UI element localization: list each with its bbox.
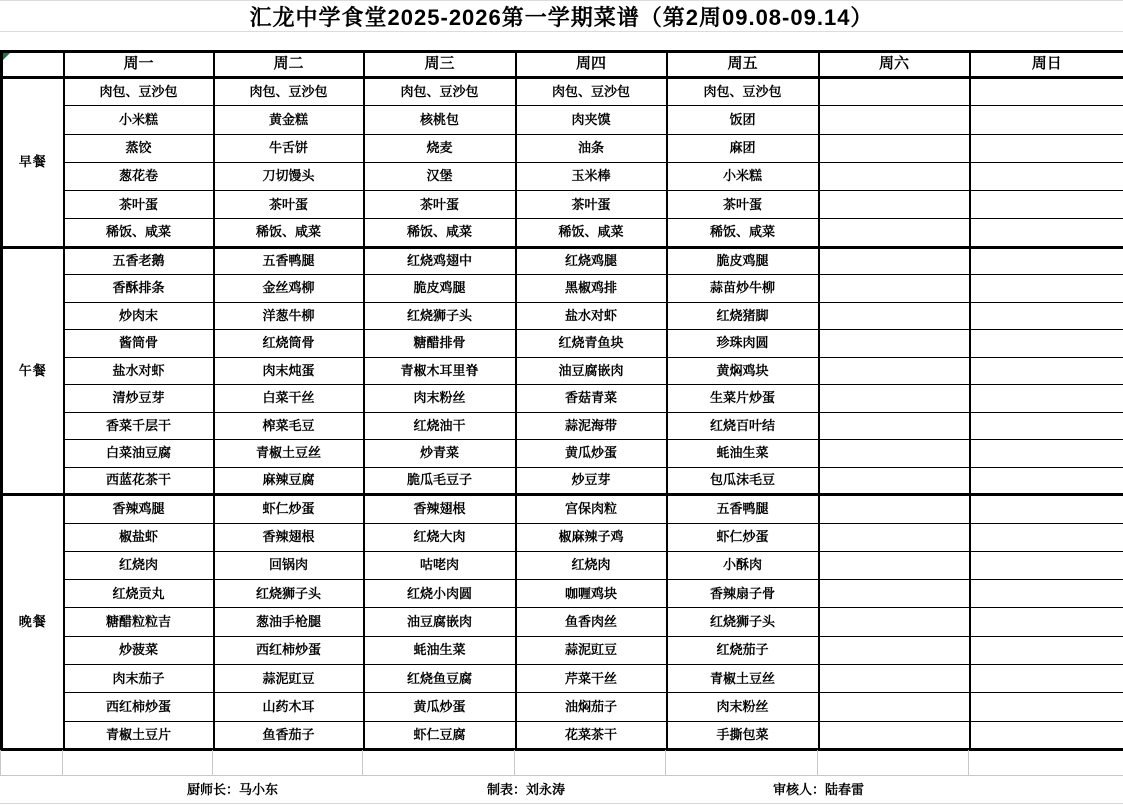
meal-label-lunch: 午餐 [2, 247, 64, 495]
dish-cell [970, 412, 1123, 440]
day-header-thu: 周四 [516, 52, 667, 78]
dish-cell: 稀饭、咸菜 [667, 219, 819, 247]
breakfast-row [2, 78, 1123, 106]
breakfast-row [2, 134, 1123, 162]
dish-cell [819, 693, 970, 721]
dish-cell: 炒豆芽 [516, 467, 667, 495]
dish-cell: 红烧贡丸 [64, 580, 214, 608]
empty-cell [515, 750, 666, 776]
dish-cell [819, 247, 970, 275]
dish-cell: 咕咾肉 [364, 551, 516, 579]
empty-cell [63, 750, 213, 776]
footer-chef: 厨师长：马小东 [187, 782, 279, 797]
dish-cell: 茶叶蛋 [214, 191, 364, 219]
dish-cell: 香菇青菜 [516, 385, 667, 413]
dish-cell: 茶叶蛋 [64, 191, 214, 219]
dish-cell: 包瓜沫毛豆 [667, 467, 819, 495]
empty-cell [666, 750, 818, 776]
dish-cell: 五香鸭腿 [667, 495, 819, 523]
dish-cell: 茶叶蛋 [516, 191, 667, 219]
dish-cell: 蒜泥豇豆 [214, 665, 364, 693]
lunch-row [2, 357, 1123, 385]
day-header-sun: 周日 [970, 52, 1123, 78]
dish-cell: 虾仁炒蛋 [214, 495, 364, 523]
dish-cell: 炒肉末 [64, 302, 214, 330]
dinner-row [2, 495, 1123, 523]
dish-cell: 蚝油生菜 [364, 636, 516, 664]
dish-cell [970, 467, 1123, 495]
dish-cell: 清炒豆芽 [64, 385, 214, 413]
meal-label-dinner: 晚餐 [2, 495, 64, 750]
dinner-row [2, 636, 1123, 664]
footer-row [0, 777, 1123, 803]
empty-grid-cells [1, 750, 1123, 776]
dish-cell: 油豆腐嵌肉 [516, 357, 667, 385]
dish-cell: 肉末粉丝 [667, 693, 819, 721]
dish-cell: 青椒土豆丝 [214, 440, 364, 468]
bottom-divider [0, 803, 1123, 804]
dish-cell: 香辣鸡腿 [64, 495, 214, 523]
lunch-row [2, 302, 1123, 330]
dish-cell: 红烧鸡翅中 [364, 247, 516, 275]
dish-cell: 酱筒骨 [64, 330, 214, 358]
dish-cell [970, 302, 1123, 330]
dish-cell: 香菜千层干 [64, 412, 214, 440]
lunch-row [2, 385, 1123, 413]
dish-cell [970, 134, 1123, 162]
dish-cell: 肉包、豆沙包 [364, 78, 516, 106]
lunch-row [2, 330, 1123, 358]
dish-cell: 脆瓜毛豆子 [364, 467, 516, 495]
dish-cell: 红烧油干 [364, 412, 516, 440]
lunch-row [2, 412, 1123, 440]
dish-cell [970, 162, 1123, 190]
dish-cell [819, 219, 970, 247]
dish-cell: 油条 [516, 134, 667, 162]
dish-cell [819, 134, 970, 162]
dish-cell: 青椒土豆丝 [667, 665, 819, 693]
dish-cell: 小米糕 [64, 106, 214, 134]
dinner-row [2, 665, 1123, 693]
footer-reviewer: 审核人：陆春雷 [773, 782, 865, 797]
dish-cell: 葱油手枪腿 [214, 608, 364, 636]
dish-cell [970, 275, 1123, 303]
dish-cell: 虾仁豆腐 [364, 721, 516, 749]
dish-cell: 炒菠菜 [64, 636, 214, 664]
empty-cell [818, 750, 969, 776]
dish-cell: 手撕包菜 [667, 721, 819, 749]
dish-cell [819, 580, 970, 608]
meal-label-breakfast: 早餐 [2, 78, 64, 248]
dish-cell [970, 385, 1123, 413]
page-title: 汇龙中学食堂2025-2026第一学期菜谱（第2周09.08-09.14） [0, 1, 1123, 32]
dish-cell: 白菜干丝 [214, 385, 364, 413]
dish-cell: 红烧小肉圆 [364, 580, 516, 608]
dish-cell [819, 665, 970, 693]
day-header-mon: 周一 [64, 52, 214, 78]
dish-cell: 红烧大肉 [364, 523, 516, 551]
dish-cell [819, 467, 970, 495]
dish-cell [819, 302, 970, 330]
dish-cell: 盐水对虾 [64, 357, 214, 385]
dish-cell [819, 495, 970, 523]
dish-cell: 汉堡 [364, 162, 516, 190]
dish-cell: 盐水对虾 [516, 302, 667, 330]
dish-cell: 香酥排条 [64, 275, 214, 303]
dish-cell [819, 162, 970, 190]
dish-cell [970, 665, 1123, 693]
dish-cell: 蚝油生菜 [667, 440, 819, 468]
dish-cell [970, 330, 1123, 358]
empty-cell [213, 750, 363, 776]
dish-cell: 刀切馒头 [214, 162, 364, 190]
dish-cell [819, 608, 970, 636]
dish-cell: 黄焖鸡块 [667, 357, 819, 385]
dish-cell [970, 551, 1123, 579]
dish-cell: 红烧百叶结 [667, 412, 819, 440]
dish-cell: 肉包、豆沙包 [516, 78, 667, 106]
dish-cell: 烧麦 [364, 134, 516, 162]
dish-cell: 红烧狮子头 [214, 580, 364, 608]
dish-cell: 玉米棒 [516, 162, 667, 190]
dish-cell: 蒜苗炒牛柳 [667, 275, 819, 303]
dish-cell [819, 636, 970, 664]
dish-cell: 白菜油豆腐 [64, 440, 214, 468]
dish-cell: 黄瓜炒蛋 [516, 440, 667, 468]
dish-cell: 青椒木耳里脊 [364, 357, 516, 385]
dish-cell [819, 551, 970, 579]
dish-cell: 红烧筒骨 [214, 330, 364, 358]
dish-cell: 稀饭、咸菜 [516, 219, 667, 247]
dish-cell: 西蓝花茶干 [64, 467, 214, 495]
dish-cell: 炒青菜 [364, 440, 516, 468]
dish-cell: 稀饭、咸菜 [64, 219, 214, 247]
empty-grid-row [0, 750, 1123, 776]
dish-cell: 饭团 [667, 106, 819, 134]
dish-cell [970, 636, 1123, 664]
footer-preparer: 制表：刘永涛 [487, 782, 566, 797]
dish-cell: 茶叶蛋 [364, 191, 516, 219]
dish-cell: 蒜泥豇豆 [516, 636, 667, 664]
dish-cell: 红烧狮子头 [364, 302, 516, 330]
dish-cell: 香辣扇子骨 [667, 580, 819, 608]
dish-cell [819, 357, 970, 385]
dish-cell: 香辣翅根 [214, 523, 364, 551]
dish-cell: 肉末茄子 [64, 665, 214, 693]
dish-cell [970, 495, 1123, 523]
empty-cell [1, 750, 63, 776]
dish-cell: 红烧鸡腿 [516, 247, 667, 275]
menu-table-body [2, 78, 1123, 750]
dish-cell [819, 330, 970, 358]
dish-cell: 西红柿炒蛋 [64, 693, 214, 721]
dinner-row [2, 551, 1123, 579]
dish-cell: 麻辣豆腐 [214, 467, 364, 495]
dish-cell: 香辣翅根 [364, 495, 516, 523]
dish-cell [819, 78, 970, 106]
dish-cell: 葱花卷 [64, 162, 214, 190]
dish-cell [819, 412, 970, 440]
dish-cell: 茶叶蛋 [667, 191, 819, 219]
dish-cell: 核桃包 [364, 106, 516, 134]
cell-flag-triangle-icon [3, 53, 10, 60]
dish-cell [970, 721, 1123, 749]
day-header-row [2, 52, 1123, 78]
dish-cell: 油豆腐嵌肉 [364, 608, 516, 636]
dinner-row [2, 580, 1123, 608]
dish-cell [819, 721, 970, 749]
dish-cell: 红烧茄子 [667, 636, 819, 664]
dish-cell [970, 78, 1123, 106]
breakfast-row [2, 106, 1123, 134]
dish-cell: 五香鸭腿 [214, 247, 364, 275]
dish-cell: 小酥肉 [667, 551, 819, 579]
dish-cell: 生菜片炒蛋 [667, 385, 819, 413]
dish-cell: 花菜茶干 [516, 721, 667, 749]
dinner-row [2, 608, 1123, 636]
dish-cell: 黑椒鸡排 [516, 275, 667, 303]
breakfast-row [2, 162, 1123, 190]
dish-cell [970, 106, 1123, 134]
dish-cell: 黄瓜炒蛋 [364, 693, 516, 721]
dish-cell: 红烧鱼豆腐 [364, 665, 516, 693]
dish-cell: 肉末粉丝 [364, 385, 516, 413]
dish-cell [970, 357, 1123, 385]
dish-cell: 红烧肉 [64, 551, 214, 579]
dish-cell: 红烧猪脚 [667, 302, 819, 330]
dish-cell: 蒜泥海带 [516, 412, 667, 440]
dish-cell [970, 191, 1123, 219]
dish-cell: 青椒土豆片 [64, 721, 214, 749]
dish-cell [819, 191, 970, 219]
dish-cell: 糖醋粒粒吉 [64, 608, 214, 636]
breakfast-row [2, 219, 1123, 247]
lunch-row [2, 440, 1123, 468]
dish-cell: 肉包、豆沙包 [667, 78, 819, 106]
dish-cell: 稀饭、咸菜 [364, 219, 516, 247]
dish-cell: 红烧狮子头 [667, 608, 819, 636]
dish-cell: 宫保肉粒 [516, 495, 667, 523]
dish-cell [819, 385, 970, 413]
dish-cell: 山药木耳 [214, 693, 364, 721]
dish-cell: 油焖茄子 [516, 693, 667, 721]
dish-cell: 椒麻辣子鸡 [516, 523, 667, 551]
dinner-row [2, 721, 1123, 749]
menu-table-header [2, 52, 1123, 78]
dish-cell: 稀饭、咸菜 [214, 219, 364, 247]
dish-cell: 五香老鹅 [64, 247, 214, 275]
dish-cell: 红烧青鱼块 [516, 330, 667, 358]
corner-cell [2, 52, 64, 78]
dish-cell: 牛舌饼 [214, 134, 364, 162]
dish-cell: 金丝鸡柳 [214, 275, 364, 303]
dish-cell [970, 693, 1123, 721]
dish-cell: 小米糕 [667, 162, 819, 190]
dish-cell: 珍珠肉圆 [667, 330, 819, 358]
dish-cell [970, 580, 1123, 608]
empty-cell [363, 750, 515, 776]
dish-cell: 麻团 [667, 134, 819, 162]
dish-cell: 糖醋排骨 [364, 330, 516, 358]
breakfast-row [2, 191, 1123, 219]
dish-cell: 榨菜毛豆 [214, 412, 364, 440]
dish-cell [819, 275, 970, 303]
dish-cell: 回锅肉 [214, 551, 364, 579]
dish-cell: 脆皮鸡腿 [364, 275, 516, 303]
dish-cell: 西红柿炒蛋 [214, 636, 364, 664]
dish-cell [819, 440, 970, 468]
empty-cell [969, 750, 1123, 776]
dish-cell: 咖喱鸡块 [516, 580, 667, 608]
dish-cell [970, 219, 1123, 247]
dish-cell: 红烧肉 [516, 551, 667, 579]
day-header-fri: 周五 [667, 52, 819, 78]
dish-cell: 鱼香肉丝 [516, 608, 667, 636]
dish-cell: 洋葱牛柳 [214, 302, 364, 330]
dish-cell: 肉夹馍 [516, 106, 667, 134]
dish-cell [970, 608, 1123, 636]
dinner-row [2, 693, 1123, 721]
lunch-row [2, 467, 1123, 495]
day-header-sat: 周六 [819, 52, 970, 78]
dish-cell [970, 247, 1123, 275]
dish-cell: 虾仁炒蛋 [667, 523, 819, 551]
dish-cell: 肉包、豆沙包 [64, 78, 214, 106]
dish-cell [819, 106, 970, 134]
dish-cell: 肉末炖蛋 [214, 357, 364, 385]
lunch-row [2, 275, 1123, 303]
menu-table [0, 50, 1123, 751]
day-header-wed: 周三 [364, 52, 516, 78]
dish-cell: 脆皮鸡腿 [667, 247, 819, 275]
dish-cell: 芹菜干丝 [516, 665, 667, 693]
dish-cell [970, 523, 1123, 551]
lunch-row [2, 247, 1123, 275]
dish-cell: 肉包、豆沙包 [214, 78, 364, 106]
dinner-row [2, 523, 1123, 551]
dish-cell [819, 523, 970, 551]
dish-cell [970, 440, 1123, 468]
dish-cell: 黄金糕 [214, 106, 364, 134]
day-header-tue: 周二 [214, 52, 364, 78]
dish-cell: 鱼香茄子 [214, 721, 364, 749]
dish-cell: 椒盐虾 [64, 523, 214, 551]
dish-cell: 蒸饺 [64, 134, 214, 162]
